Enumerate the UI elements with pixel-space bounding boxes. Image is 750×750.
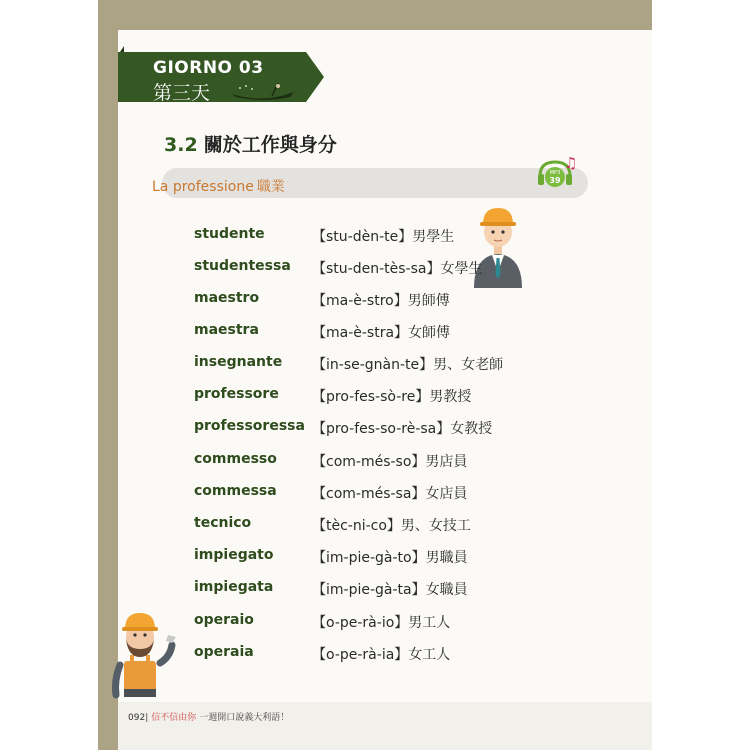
gondola-illustration	[230, 80, 296, 102]
topic-label	[152, 176, 285, 196]
page-footer	[118, 702, 652, 750]
vocab-row	[194, 579, 634, 601]
music-note-icon: ♫	[564, 154, 578, 172]
vocab-word: impiegato	[194, 547, 274, 563]
vocab-pronunciation: 【com-més-sa】女店員	[312, 486, 468, 502]
book-subtitle: 一週開口說義大利語！	[199, 713, 290, 723]
vocab-word: operaia	[194, 644, 254, 660]
vocab-word: studentessa	[194, 258, 291, 274]
vocab-word: professore	[194, 386, 279, 402]
vocab-row	[194, 612, 634, 634]
vocab-row	[194, 226, 634, 248]
vocab-word: professoressa	[194, 418, 305, 434]
vocab-pronunciation: 【tèc-ni-co】男、女技工	[312, 518, 471, 534]
vocab-row	[194, 290, 634, 312]
vocab-pronunciation: 【pro-fes-sò-re】男教授	[312, 389, 472, 405]
section-heading	[164, 130, 337, 157]
vocab-row	[194, 483, 634, 505]
day-title: GIORNO 03	[153, 58, 264, 78]
vocab-row	[194, 386, 634, 408]
vocab-pronunciation: 【ma-è-stra】女師傅	[312, 325, 451, 341]
vocab-row	[194, 354, 634, 376]
vocab-word: maestro	[194, 290, 260, 306]
vocab-row	[194, 515, 634, 537]
vocab-word: tecnico	[194, 515, 252, 531]
vocab-row	[194, 547, 634, 569]
series-name: 信不信由你	[151, 713, 197, 723]
vocab-row	[194, 451, 634, 473]
worker-illustration	[106, 605, 178, 700]
mp3-label: MP3	[549, 170, 561, 176]
vocab-word: insegnante	[194, 354, 283, 370]
vocab-pronunciation: 【im-pie-gà-ta】女職員	[312, 582, 468, 598]
vocab-pronunciation: 【o-pe-rà-ia】女工人	[312, 647, 451, 663]
footer-separator: |	[145, 713, 149, 723]
vocab-word: commesso	[194, 451, 277, 467]
day-banner-arrow	[306, 52, 324, 102]
vocab-row	[194, 418, 634, 440]
vocab-pronunciation: 【o-pe-rà-io】男工人	[312, 615, 451, 631]
vocab-word: studente	[194, 226, 265, 242]
vocab-row	[194, 258, 634, 280]
vocab-pronunciation: 【pro-fes-so-rè-sa】女教授	[312, 421, 493, 437]
vocab-pronunciation: 【com-més-so】男店員	[312, 454, 468, 470]
vocab-word: commessa	[194, 483, 277, 499]
topic-chinese: 職業	[256, 179, 285, 195]
vocab-pronunciation: 【ma-è-stro】男師傅	[312, 293, 450, 309]
section-title: 關於工作與身分	[203, 134, 337, 156]
mp3-track-number: 39	[549, 176, 561, 185]
vocab-word: maestra	[194, 322, 259, 338]
vocab-pronunciation: 【im-pie-gà-to】男職員	[312, 550, 468, 566]
vocab-pronunciation: 【in-se-gnàn-te】男、女老師	[312, 357, 504, 373]
vocab-word: operaio	[194, 612, 254, 628]
page-number: 092	[128, 713, 146, 723]
footer-text	[128, 710, 289, 723]
vocab-pronunciation: 【stu-dèn-te】男學生	[312, 229, 455, 245]
vocab-row	[194, 322, 634, 344]
vocab-pronunciation: 【stu-den-tès-sa】女學生	[312, 261, 483, 277]
topic-italian: La professione	[152, 179, 254, 195]
day-title-chinese: 第三天	[153, 82, 211, 104]
vocab-row	[194, 644, 634, 666]
section-number: 3.2	[164, 134, 198, 156]
book-page	[118, 30, 652, 702]
vocab-word: impiegata	[194, 579, 274, 595]
